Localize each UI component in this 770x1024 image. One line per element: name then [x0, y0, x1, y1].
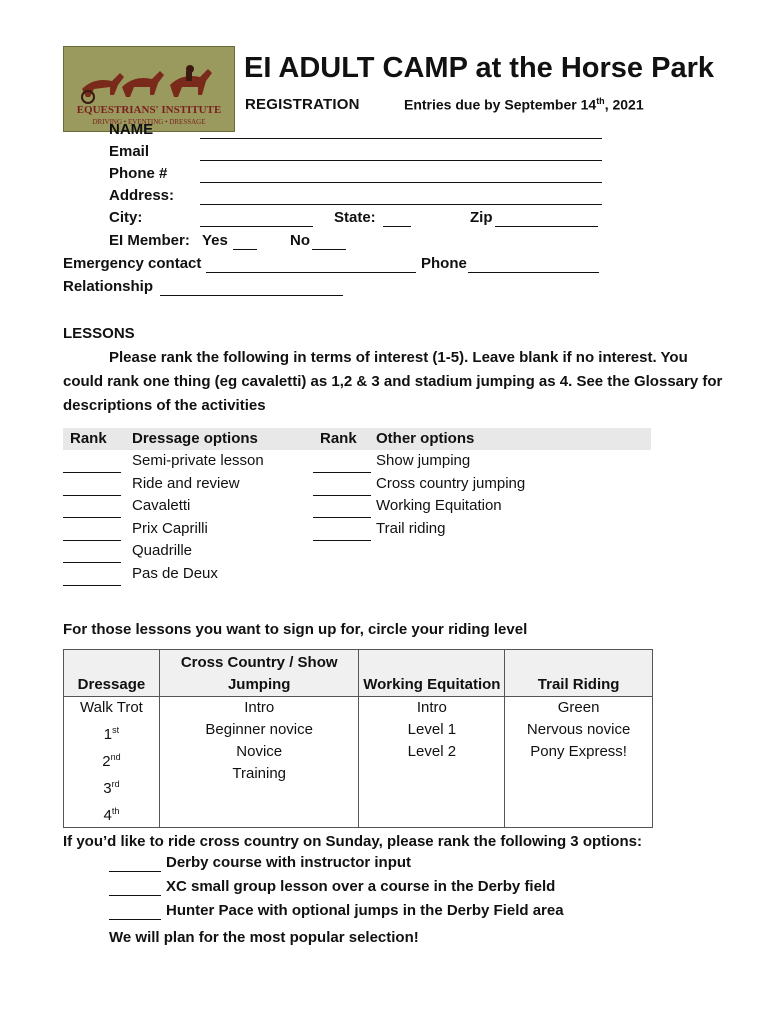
level-column-header: Working Equitation [359, 650, 505, 697]
lessons-heading: LESSONS [63, 325, 135, 342]
dressage-rank-field[interactable] [63, 479, 121, 496]
horse-carriage-icon [64, 47, 234, 107]
other-rank-field[interactable] [313, 479, 371, 496]
dressage-option-label: Quadrille [132, 542, 193, 560]
sunday-rank-field[interactable] [109, 856, 161, 872]
level-column [359, 697, 505, 828]
registration-label: REGISTRATION [245, 96, 360, 113]
riding-level-option[interactable]: Training [232, 765, 287, 782]
emergency-field[interactable] [206, 256, 416, 273]
level-column-header: Dressage [64, 650, 160, 697]
relationship-field[interactable] [160, 279, 343, 296]
entries-due: Entries due by September 14th, 2021 [404, 96, 644, 113]
riding-level-option[interactable]: Intro [244, 699, 275, 716]
riding-level-option[interactable]: Intro [416, 699, 447, 716]
riding-level-option[interactable]: Walk Trot [80, 699, 143, 716]
address-label: Address: [109, 187, 175, 204]
name-field[interactable] [200, 122, 602, 139]
member-no-label: No [290, 232, 310, 249]
riding-level-option[interactable]: 1st [103, 725, 120, 743]
sunday-option-label: XC small group lesson over a course in the Derby field [166, 878, 556, 895]
state-label: State: [334, 209, 376, 226]
dressage-option-label: Pas de Deux [132, 565, 218, 582]
city-field[interactable] [200, 210, 313, 227]
level-column [505, 697, 653, 828]
level-column [64, 697, 160, 828]
riding-level-table [63, 649, 653, 828]
address-field[interactable] [200, 188, 602, 205]
member-label: EI Member: [109, 232, 190, 249]
riding-level-option[interactable]: Green [557, 699, 600, 716]
dressage-rank-field[interactable] [63, 501, 121, 518]
other-option-label: Show jumping [376, 452, 471, 469]
level-column-header: Cross Country / Show Jumping [159, 650, 359, 697]
member-no-field[interactable] [312, 233, 346, 250]
relationship-label: Relationship [63, 278, 154, 295]
rank-heading-other: Rank [320, 430, 357, 447]
riding-level-option[interactable]: Nervous novice [526, 721, 631, 738]
city-label: City: [109, 209, 143, 226]
dressage-option-label: Ride and review [132, 474, 240, 492]
zip-field[interactable] [495, 210, 598, 227]
dressage-option-label: Prix Caprilli [132, 519, 208, 537]
riding-level-option[interactable]: 2nd [102, 752, 121, 770]
emergency-phone-field[interactable] [468, 256, 599, 273]
sunday-heading: If you’d like to ride cross country on Sunday, please rank the following 3 options: [63, 833, 642, 850]
sunday-rank-field[interactable] [109, 904, 161, 920]
sunday-closing: We will plan for the most popular selection! [109, 929, 419, 946]
other-option-label: Trail riding [376, 519, 446, 537]
sunday-option-label: Hunter Pace with optional jumps in the Derby Field area [166, 902, 564, 919]
email-field[interactable] [200, 144, 602, 161]
other-rank-field[interactable] [313, 456, 371, 473]
dressage-option-label: Semi-private lesson [132, 452, 264, 469]
dressage-rank-field[interactable] [63, 546, 121, 563]
other-option-label: Cross country jumping [376, 474, 526, 492]
riding-level-option[interactable]: Pony Express! [530, 743, 627, 760]
riding-level-option[interactable]: 3rd [103, 779, 120, 797]
other-rank-field[interactable] [313, 524, 371, 541]
logo-name: EQUESTRIANS' INSTITUTE [76, 104, 222, 116]
emergency-label: Emergency contact [63, 255, 202, 272]
phone-field[interactable] [200, 166, 602, 183]
dressage-options-heading: Dressage options [132, 430, 258, 447]
logo-tagline: DRIVING • EVENTING • DRESSAGE [92, 118, 206, 126]
name-label: NAME [109, 121, 154, 138]
riding-level-option[interactable]: 4th [103, 806, 120, 824]
sunday-rank-field[interactable] [109, 880, 161, 896]
member-yes-label: Yes [202, 232, 228, 249]
member-yes-field[interactable] [233, 233, 257, 250]
other-option-label: Working Equitation [376, 497, 502, 515]
riding-level-option[interactable]: Novice [236, 743, 283, 760]
levels-heading: For those lessons you want to sign up for, circle your riding level [63, 621, 528, 638]
zip-label: Zip [470, 209, 493, 226]
dressage-rank-field[interactable] [63, 524, 121, 541]
phone-label: Phone # [109, 165, 168, 182]
riding-level-option[interactable]: Level 2 [407, 743, 457, 760]
riding-level-option[interactable]: Beginner novice [205, 721, 313, 738]
state-field[interactable] [383, 210, 411, 227]
dressage-option-label: Cavaletti [132, 497, 191, 515]
lessons-instructions: Please rank the following in terms of interest (1-5). Leave blank if no interest. You could rank one thing (eg cavaletti) as 1,2 & 3 and stadium jumping as 4. See the Glossary for descriptions of the activities [63, 349, 723, 414]
riding-level-option[interactable]: Level 1 [407, 721, 457, 738]
dressage-rank-field[interactable] [63, 569, 121, 586]
page-title: EI ADULT CAMP at the Horse Park [244, 52, 715, 84]
other-rank-field[interactable] [313, 501, 371, 518]
logo [63, 46, 235, 132]
email-label: Email [109, 143, 150, 160]
other-options-heading: Other options [376, 430, 475, 447]
level-column [159, 697, 359, 828]
sunday-option-label: Derby course with instructor input [166, 854, 412, 871]
dressage-rank-field[interactable] [63, 456, 121, 473]
rank-heading-dressage: Rank [70, 430, 107, 447]
emergency-phone-label: Phone [421, 255, 467, 272]
level-column-header: Trail Riding [505, 650, 653, 697]
